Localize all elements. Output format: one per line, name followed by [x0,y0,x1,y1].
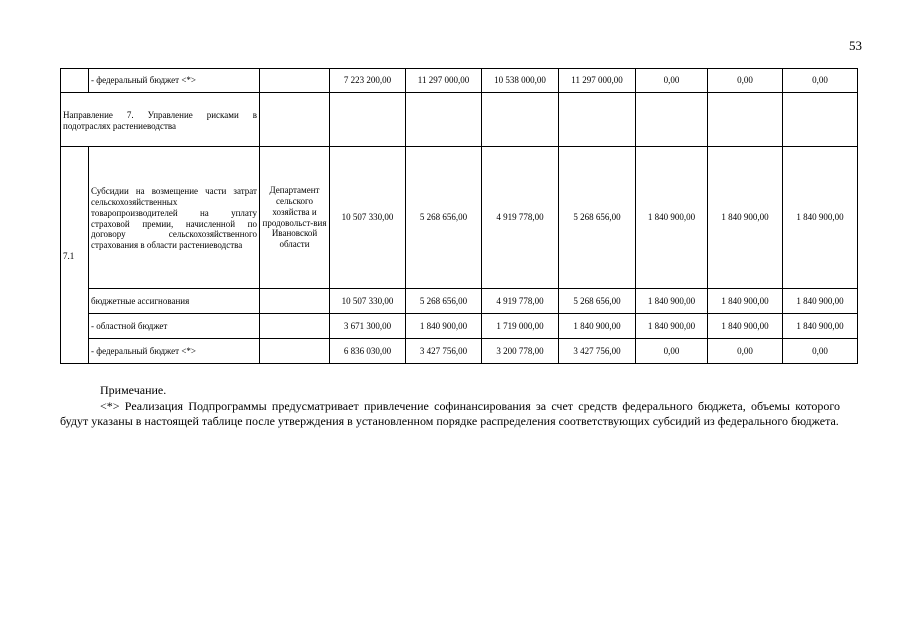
value-cell: 10 538 000,00 [482,69,559,93]
row-label: - федеральный бюджет <*> [89,339,260,364]
value-cell: 1 840 900,00 [783,289,858,314]
value-cell: 1 840 900,00 [559,314,636,339]
value-cell [482,93,559,147]
value-cell: 1 840 900,00 [636,147,708,289]
table-row [61,314,858,339]
value-cell: 7 223 200,00 [330,69,406,93]
value-cell: 3 671 300,00 [330,314,406,339]
value-cell: 0,00 [636,339,708,364]
value-cell: 1 840 900,00 [783,147,858,289]
value-cell: 4 919 778,00 [482,289,559,314]
value-cell: 10 507 330,00 [330,289,406,314]
executor-cell [260,69,330,93]
table-row [61,147,858,289]
value-cell [406,93,482,147]
value-cell: 1 840 900,00 [708,147,783,289]
executor-cell [260,289,330,314]
value-cell [636,93,708,147]
value-cell: 5 268 656,00 [406,147,482,289]
table-row [61,93,858,147]
index-cell [61,69,89,93]
direction-heading: Направление 7. Управление рисками в подотраслях растениеводства [61,93,260,147]
row-label: бюджетные ассигнования [89,289,260,314]
value-cell: 1 840 900,00 [406,314,482,339]
note-title: Примечание. [100,383,167,397]
value-cell: 5 268 656,00 [559,289,636,314]
value-cell: 0,00 [708,69,783,93]
item-description: Субсидии на возмещение части затрат сельскохозяйственных товаропроизводителей на уплату страховой премии, начисленной по договору сельскохозяйственного страхования в области растениеводства [89,147,260,289]
value-cell: 5 268 656,00 [559,147,636,289]
executor-cell [260,314,330,339]
executor-cell [260,339,330,364]
table-row [61,289,858,314]
executor-cell: Департамент сельского хозяйства и продовольст-вия Ивановской области [260,147,330,289]
value-cell: 11 297 000,00 [406,69,482,93]
value-cell: 0,00 [636,69,708,93]
value-cell: 3 200 778,00 [482,339,559,364]
item-number: 7.1 [61,147,89,364]
value-cell: 6 836 030,00 [330,339,406,364]
row-label: - областной бюджет [89,314,260,339]
value-cell [708,93,783,147]
value-cell: 4 919 778,00 [482,147,559,289]
value-cell [330,93,406,147]
value-cell: 1 840 900,00 [636,289,708,314]
value-cell: 3 427 756,00 [406,339,482,364]
value-cell: 1 840 900,00 [708,289,783,314]
value-cell [783,93,858,147]
page-number: 53 [849,38,862,53]
row-label: - федеральный бюджет <*> [89,69,260,93]
value-cell: 1 840 900,00 [636,314,708,339]
value-cell: 1 719 000,00 [482,314,559,339]
value-cell: 1 840 900,00 [783,314,858,339]
budget-table [60,68,858,364]
value-cell: 10 507 330,00 [330,147,406,289]
executor-cell [260,93,330,147]
value-cell: 3 427 756,00 [559,339,636,364]
value-cell: 1 840 900,00 [708,314,783,339]
value-cell: 11 297 000,00 [559,69,636,93]
table-row [61,69,858,93]
value-cell: 0,00 [708,339,783,364]
value-cell [559,93,636,147]
value-cell: 5 268 656,00 [406,289,482,314]
value-cell: 0,00 [783,339,858,364]
value-cell: 0,00 [783,69,858,93]
note-text: <*> Реализация Подпрограммы предусматривает привлечение софинансирования за счет средств федерального бюджета, объемы которого будут указаны в настоящей таблице после утверждения в установленном порядке распределения соответствующих субсидий из федерального бюджета. [60,398,840,429]
footnote [60,383,840,430]
table-row [61,339,858,364]
